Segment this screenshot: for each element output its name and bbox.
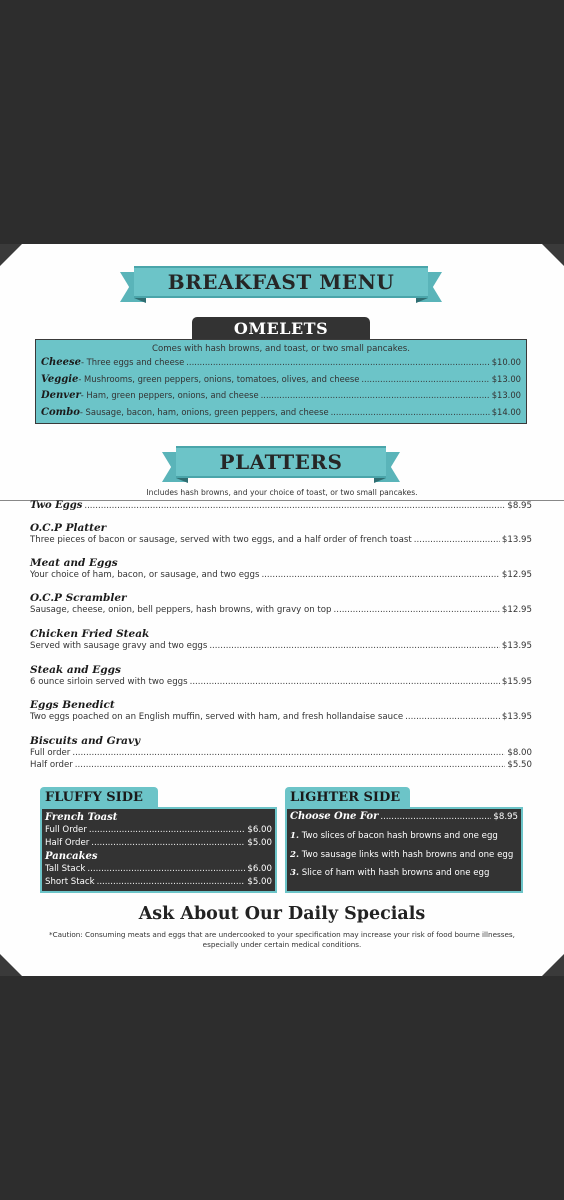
item-price: $10.00: [491, 357, 521, 367]
option-item: [290, 864, 518, 883]
item-price: $12.95: [501, 570, 532, 580]
corner-decoration: [0, 244, 22, 266]
choose-one-heading: Choose One For: [290, 811, 379, 822]
item-price: $5.50: [507, 760, 532, 770]
item-price: $6.00: [247, 864, 272, 874]
item-price: $12.95: [501, 605, 532, 615]
option-number: 2.: [290, 849, 299, 860]
menu-item: [30, 521, 532, 547]
item-desc: Half order: [30, 760, 73, 770]
option-item: [290, 827, 518, 846]
omelets-subtitle: Comes with hash browns, and toast, or two small pancakes.: [152, 344, 410, 354]
item-price: $13.00: [491, 390, 521, 400]
menu-item: [30, 556, 532, 582]
item-desc: Served with sausage gravy and two eggs: [30, 641, 208, 651]
item-price: $8.95: [493, 812, 518, 822]
item-name: Eggs Benedict: [30, 699, 115, 711]
daily-specials: Ask About Our Daily Specials: [138, 904, 426, 924]
item-desc: Sausage, cheese, onion, bell peppers, hash browns, with gravy on top: [30, 605, 332, 615]
menu-item: [30, 627, 532, 653]
menu-item: [30, 734, 532, 772]
item-desc: - Ham, green peppers, onions, and cheese: [80, 390, 259, 400]
item-name: Cheese: [41, 357, 81, 368]
item-name: Denver: [41, 390, 81, 401]
item-desc: Full order: [30, 748, 71, 758]
caution-note: *Caution: Consuming meats and eggs that are undercooked to your specification may increase your risk of food bourne illnesses, especially under certain medical conditions.: [49, 930, 515, 949]
menu-item: [41, 407, 521, 424]
item-price: $14.00: [491, 406, 521, 417]
platters-subtitle: Includes hash browns, and your choice of toast, or two small pancakes.: [146, 488, 418, 497]
fluffy-side-section: [40, 807, 277, 893]
item-price: $13.00: [491, 373, 521, 384]
item-name: O.C.P Scrambler: [30, 592, 127, 604]
omelets-heading: OMELETS: [192, 317, 370, 339]
item-desc: Three pieces of bacon or sausage, served with two eggs, and a half order of french toast: [30, 535, 412, 545]
item-name: Steak and Eggs: [30, 664, 121, 676]
item-name: O.C.P Platter: [30, 522, 107, 534]
option-text: Two sausage links with hash browns and one egg: [301, 849, 514, 860]
platters-ribbon: [162, 446, 400, 478]
menu-page: [0, 244, 564, 976]
item-desc: Half Order: [45, 837, 90, 848]
lighter-side-section: [285, 807, 523, 893]
menu-item: [41, 390, 521, 407]
menu-item: [30, 591, 532, 617]
french-toast-heading: French Toast: [45, 812, 118, 823]
item-desc: Tall Stack: [45, 864, 86, 874]
item-name: Two Eggs: [30, 500, 83, 511]
option-text: Two slices of bacon hash browns and one egg: [301, 831, 498, 841]
item-desc: Your choice of ham, bacon, or sausage, and two eggs: [30, 570, 260, 580]
item-desc: - Mushrooms, green peppers, onions, tomatoes, olives, and cheese: [78, 373, 360, 384]
item-desc: Two eggs poached on an English muffin, served with ham, and fresh hollandaise sauce: [30, 712, 404, 722]
platters-heading: PLATTERS: [176, 446, 386, 478]
pancakes-heading: Pancakes: [45, 851, 98, 862]
corner-decoration: [0, 954, 22, 976]
page-title: BREAKFAST MENU: [134, 266, 428, 298]
item-price: $8.95: [507, 501, 532, 511]
item-price: $13.95: [501, 535, 532, 545]
lighter-side-heading: LIGHTER SIDE: [285, 787, 410, 807]
item-name: Combo: [41, 406, 80, 418]
menu-item: [41, 357, 521, 374]
item-price: $15.95: [501, 677, 532, 687]
item-name: Veggie: [41, 373, 79, 385]
item-name: Chicken Fried Steak: [30, 628, 150, 640]
menu-item: [41, 374, 521, 391]
omelets-section: [35, 339, 527, 424]
title-ribbon: [120, 266, 442, 298]
item-desc: 6 ounce sirloin served with two eggs: [30, 677, 188, 687]
item-desc: - Sausage, bacon, ham, onions, green peppers, and cheese: [79, 406, 329, 417]
item-name: Biscuits and Gravy: [30, 735, 141, 747]
option-item: [290, 846, 518, 865]
option-number: 1.: [290, 831, 299, 841]
fluffy-side-heading: FLUFFY SIDE: [40, 787, 158, 807]
item-price: $8.00: [507, 748, 532, 758]
option-text: Slice of ham with hash browns and one egg: [301, 868, 490, 878]
item-price: $6.00: [247, 825, 272, 835]
item-desc: Full Order: [45, 825, 87, 835]
corner-decoration: [542, 954, 564, 976]
option-number: 3.: [290, 868, 299, 878]
item-price: $5.00: [247, 837, 272, 848]
menu-item: [30, 500, 532, 514]
menu-item: [30, 663, 532, 689]
item-desc: Short Stack: [45, 876, 95, 887]
item-name: Meat and Eggs: [30, 557, 118, 569]
item-price: $5.00: [247, 876, 272, 887]
item-price: $13.95: [501, 641, 532, 651]
corner-decoration: [542, 244, 564, 266]
menu-item: [30, 698, 532, 724]
item-price: $13.95: [501, 712, 532, 722]
item-desc: - Three eggs and cheese: [80, 357, 185, 367]
